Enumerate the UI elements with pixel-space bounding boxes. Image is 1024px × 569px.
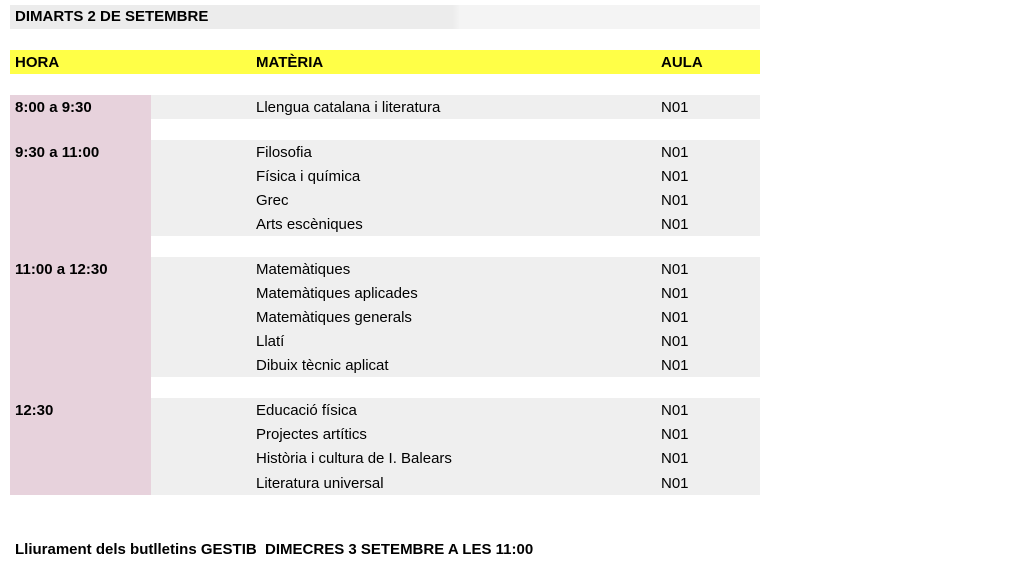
time-label: 12:30	[15, 402, 54, 419]
column-header-row	[10, 50, 760, 74]
subject-name: Dibuix tècnic aplicat	[256, 357, 389, 374]
subject-row	[10, 329, 760, 353]
subject-row	[10, 353, 760, 377]
subject-row	[10, 305, 760, 329]
column-header-materia: MATÈRIA	[256, 54, 324, 71]
subject-name: Projectes artítics	[256, 426, 367, 443]
schedule-date: DIMARTS 2 DE SETEMBRE	[15, 8, 209, 25]
subject-row	[10, 140, 760, 164]
subject-row	[10, 281, 760, 305]
time-column-gap	[10, 236, 151, 257]
subject-row	[10, 257, 760, 281]
subject-room: N01	[661, 192, 689, 209]
subject-name: Literatura universal	[256, 475, 384, 492]
subject-room: N01	[661, 426, 689, 443]
subject-row	[10, 446, 760, 470]
subject-room: N01	[661, 450, 689, 467]
time-label: 8:00 a 9:30	[15, 99, 92, 116]
subject-room: N01	[661, 285, 689, 302]
subject-name: Llatí	[256, 333, 285, 350]
subject-name: Arts escèniques	[256, 216, 363, 233]
time-label: 11:00 a 12:30	[15, 261, 108, 278]
subject-room: N01	[661, 261, 689, 278]
subject-name: Física i química	[256, 168, 361, 185]
subject-row	[10, 95, 760, 119]
subject-row	[10, 188, 760, 212]
time-label: 9:30 a 11:00	[15, 144, 100, 161]
subject-row	[10, 471, 760, 495]
subject-room: N01	[661, 402, 689, 419]
subject-row	[10, 212, 760, 236]
subject-room: N01	[661, 99, 689, 116]
column-header-aula: AULA	[661, 54, 703, 71]
footer-note: Lliurament dels butlletins GESTIB DIMECRES 3 SETEMBRE A LES 11:00	[15, 541, 534, 558]
subject-name: Matemàtiques generals	[256, 309, 412, 326]
subject-room: N01	[661, 309, 689, 326]
time-block	[10, 95, 760, 119]
subject-name: Història i cultura de I. Balears	[256, 450, 452, 467]
subject-room: N01	[661, 357, 689, 374]
column-header-hora: HORA	[15, 54, 60, 71]
subject-row	[10, 422, 760, 446]
subject-name: Educació física	[256, 402, 357, 419]
subject-room: N01	[661, 333, 689, 350]
time-block	[10, 257, 760, 377]
subject-name: Matemàtiques aplicades	[256, 285, 418, 302]
subject-room: N01	[661, 216, 689, 233]
subject-name: Llengua catalana i literatura	[256, 99, 441, 116]
subject-name: Matemàtiques	[256, 261, 351, 278]
subject-room: N01	[661, 144, 689, 161]
time-block	[10, 140, 760, 236]
subject-room: N01	[661, 475, 689, 492]
time-column-gap	[10, 119, 151, 140]
time-block	[10, 398, 760, 495]
time-column-gap	[10, 377, 151, 398]
subject-room: N01	[661, 168, 689, 185]
subject-name: Grec	[256, 192, 289, 209]
subject-row	[10, 398, 760, 422]
subject-row	[10, 164, 760, 188]
subject-name: Filosofia	[256, 144, 312, 161]
